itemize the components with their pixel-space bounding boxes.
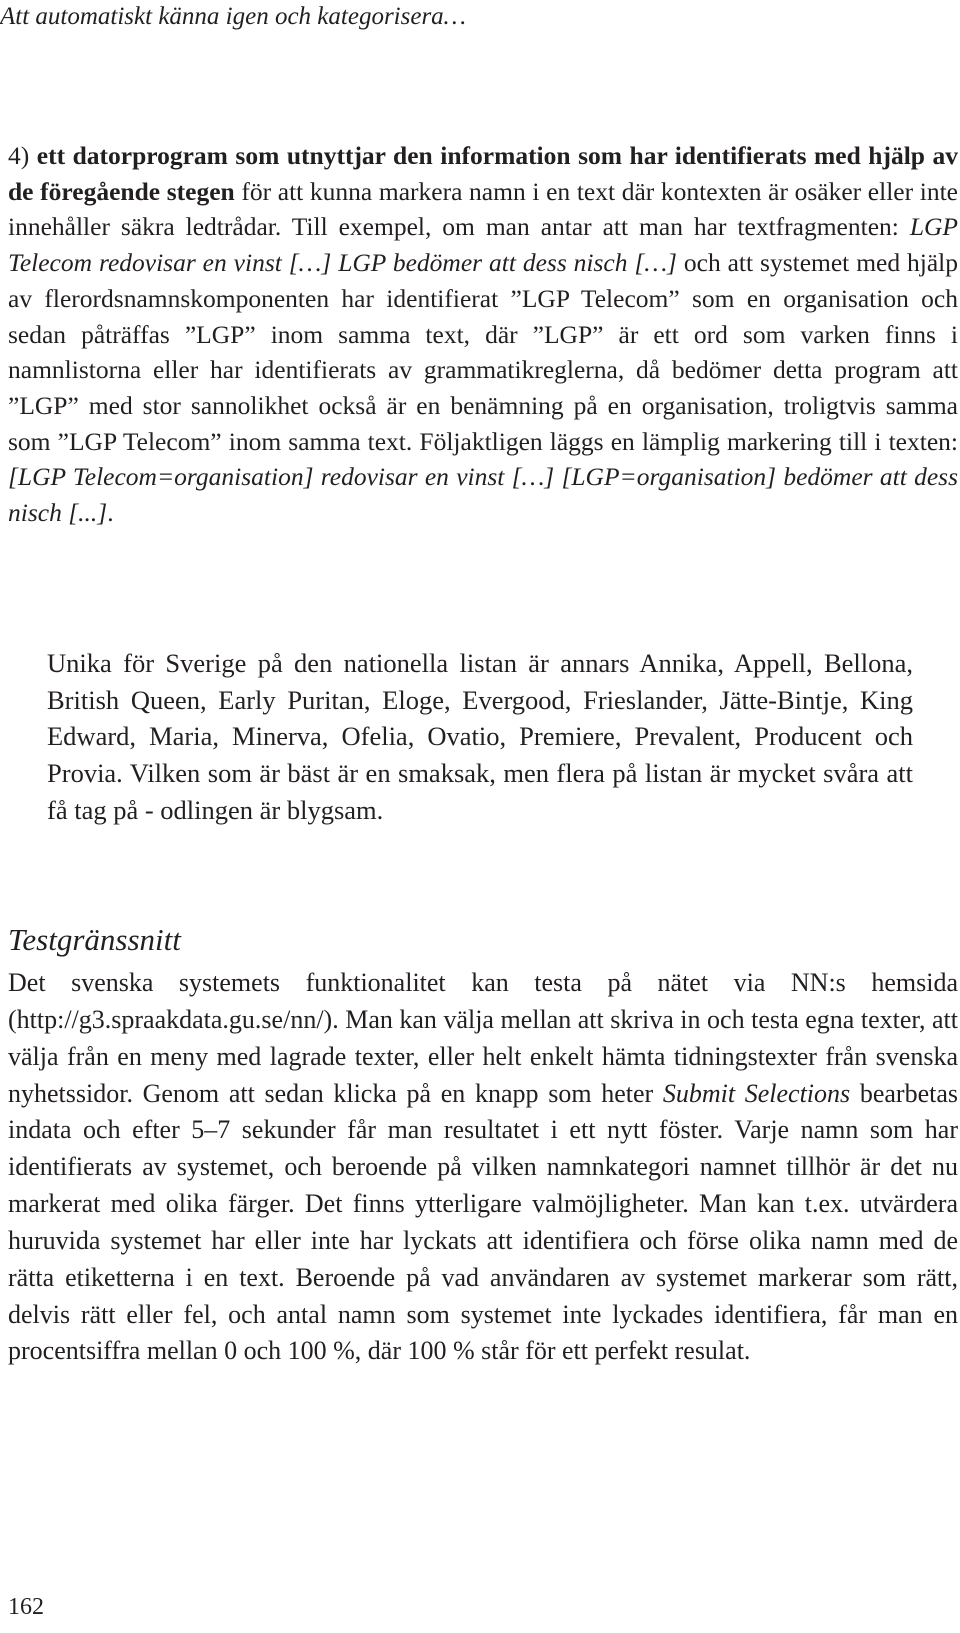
example-fragments: LGP Telecom redovisar en vinst […] LGP bedömer att dess nisch […] [8, 212, 958, 278]
list-item-number: 4) [8, 141, 30, 170]
bold-lead-text: ett datorprogram som utnyttjar den information som har identifierats med hjälp av de föregående stegen [8, 141, 958, 206]
running-header: Att automatiskt känna igen och kategorisera… [0, 3, 466, 30]
marked-example: [LGP Telecom=organisation] redovisar en vinst […] [LGP=organisation] bedömer att dess nisch [...] [8, 462, 958, 528]
body-text-segment: för att kunna markera namn i en text där kontexten är osäker eller inte innehåller säkra ledtrådar. Till exempel, om man antar att man har textfragmenten: [8, 176, 958, 242]
section-heading: Testgränssnitt [8, 922, 181, 957]
section-body [8, 965, 958, 1370]
body-text-segment: . [107, 498, 114, 528]
list-item-4 [8, 138, 958, 531]
button-name-reference: Submit Selections [662, 1078, 851, 1108]
body-text-segment: och att systemet med hjälp av flerordsnamnskomponenten har identifierat ”LGP Telecom” som en organisation och sedan påträffas ”LGP” inom samma text, där ”LGP” är ett ord som varken finns i namnlistorna eller har identifierats av grammatikreglerna, då bedömer detta program att ”LGP” med stor sannolikhet också är en benämning på en organisation, troligtvis samma som ”LGP Telecom” inom samma text. Följaktligen läggs en lämplig markering till i texten: [8, 248, 959, 456]
body-text-segment: bearbetas indata och efter 5–7 sekunder får man resultatet i ett nytt föster. Varje namn som har identifierats av systemet, och beroende på vilken namnkategori namnet tillhör är det nu markerat med olika färger. Det finns ytterligare valmöjligheter. Man kan t.ex. utvärdera huruvida systemet har eller inte har lyckats att identifiera och förse olika namn med de rätta etiketterna i en text. Beroende på vad användaren av systemet markerar som rätt, delvis rätt eller fel, och antal namn som systemet inte lyckades identifiera, får man en procentsiffra mellan 0 och 100 %, där 100 % står för ett perfekt resulat. [8, 1078, 958, 1366]
block-quote: Unika för Sverige på den nationella listan är annars Annika, Appell, Bellona, British Queen, Early Puritan, Eloge, Evergood, Frieslander, Jätte-Bintje, King Edward, Maria, Minerva, Ofelia, Ovatio, Premiere, Prevalent, Producent och Provia. Vilken som är bäst är en smaksak, men flera på listan är mycket svåra att få tag på - odlingen är blygsam. [47, 648, 913, 825]
body-text-segment: Det svenska systemets funktionalitet kan testa på nätet via NN:s hemsida (http://g3.spraakdata.gu.se/nn/). Man kan välja mellan att skriva in och testa egna texter, att välja från en meny med lagrade texter, eller helt enkelt hämta tidningstexter från svenska nyhetssidor. Genom att sedan klicka på en knapp som heter [8, 968, 958, 1108]
page-number: 162 [8, 1594, 44, 1620]
